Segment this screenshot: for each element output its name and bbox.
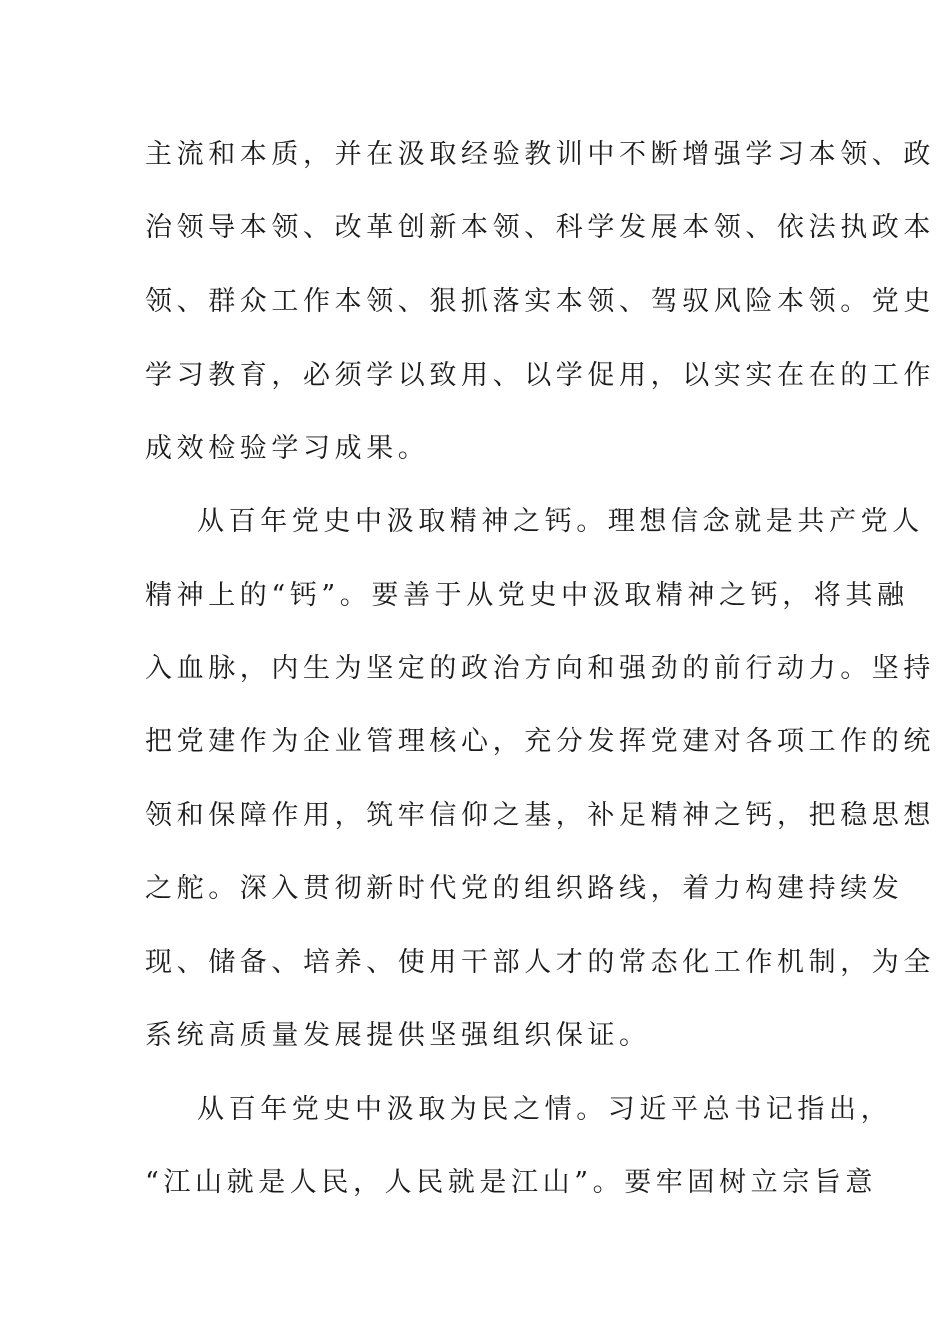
text-line: 把党建作为企业管理核心，充分发挥党建对各项工作的统 [145, 726, 935, 757]
text-line: 入血脉，内生为坚定的政治方向和强劲的前行动力。坚持 [145, 653, 935, 684]
text-line: 系统高质量发展提供坚强组织保证。 [145, 1020, 651, 1051]
paragraph-first-line: 从百年党史中汲取为民之情。习近平总书记指出， [197, 1094, 893, 1125]
text-line: 之舵。深入贯彻新时代党的组织路线，着力构建持续发 [145, 873, 904, 904]
text-line: 领、群众工作本领、狠抓落实本领、驾驭风险本领。党史 [145, 286, 935, 317]
text-line: 成效检验学习成果。 [145, 433, 430, 464]
text-line: 治领导本领、改革创新本领、科学发展本领、依法执政本 [145, 212, 935, 243]
paragraph-first-line: 从百年党史中汲取精神之钙。理想信念就是共产党人 [197, 506, 924, 537]
text-line: “江山就是人民，人民就是江山”。要牢固树立宗旨意 [145, 1167, 878, 1198]
text-line: 学习教育，必须学以致用、以学促用，以实实在在的工作 [145, 360, 935, 391]
text-line: 现、储备、培养、使用干部人才的常态化工作机制，为全 [145, 947, 935, 978]
text-line: 主流和本质，并在汲取经验教训中不断增强学习本领、政 [145, 139, 935, 170]
text-line: 精神上的“钙”。要善于从党史中汲取精神之钙，将其融 [145, 580, 909, 611]
text-line: 领和保障作用，筑牢信仰之基，补足精神之钙，把稳思想 [145, 800, 935, 831]
